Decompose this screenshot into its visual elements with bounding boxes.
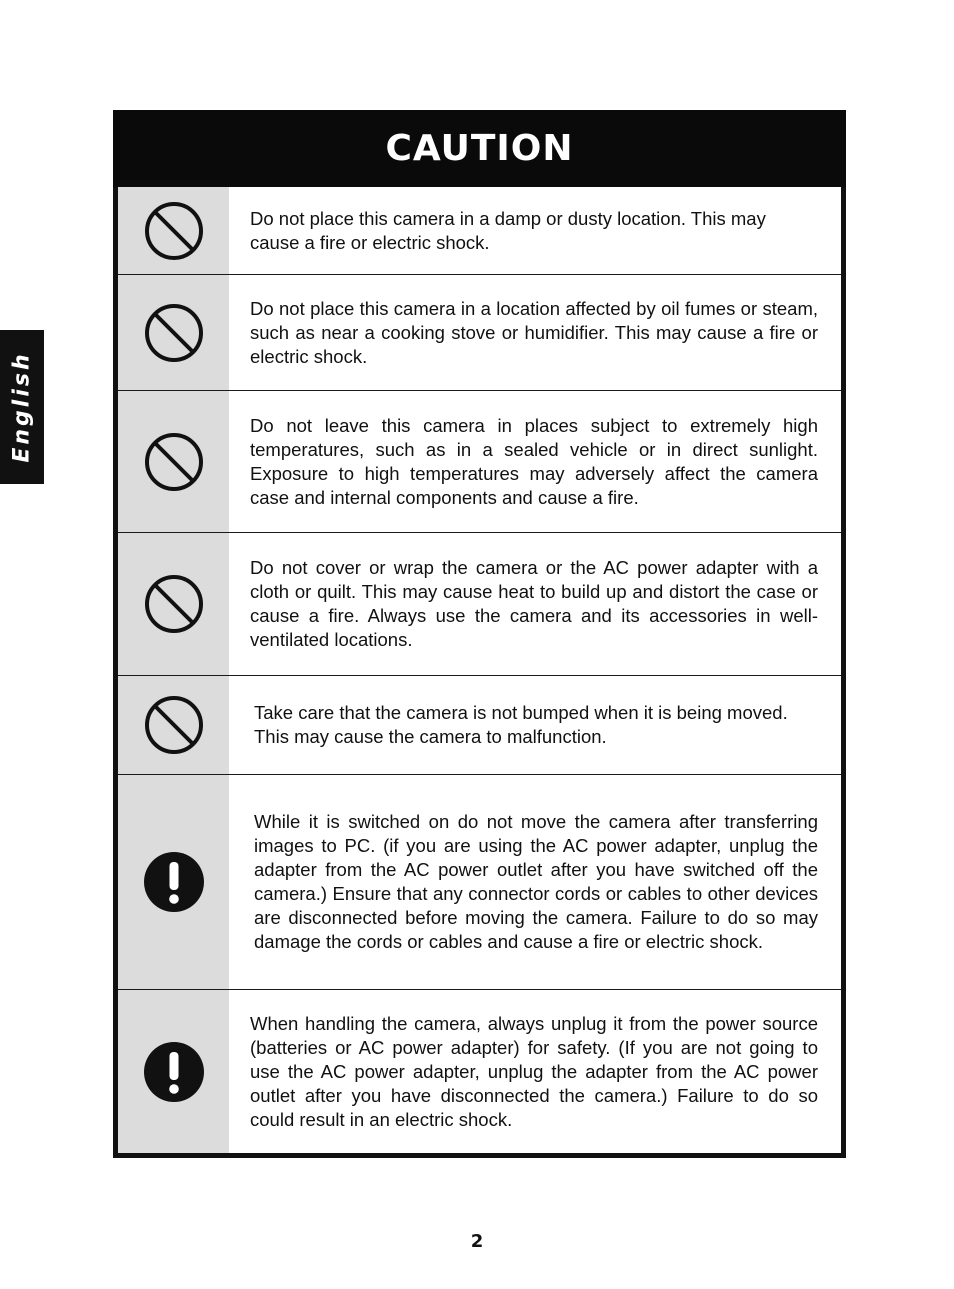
- language-tab-label: English: [9, 351, 35, 463]
- caution-item-icon-cell: [118, 676, 229, 774]
- caution-item: [118, 533, 841, 676]
- prohibited-icon: [144, 574, 204, 634]
- caution-item-text-cell: [229, 676, 841, 774]
- caution-title: CAUTION: [385, 128, 574, 169]
- caution-item-text: Do not place this camera in a location affected by oil fumes or steam, such as near a cooking stove or humidifier. This may cause a fire or electric shock.: [250, 297, 818, 367]
- caution-item: [118, 775, 841, 990]
- caution-item: [118, 391, 841, 533]
- caution-item-text: Take care that the camera is not bumped when it is being moved. This may cause the camera to malfunction.: [254, 702, 788, 747]
- caution-item-icon-cell: [118, 775, 229, 989]
- caution-item-text-cell: [229, 533, 841, 675]
- caution-item: [118, 990, 841, 1153]
- caution-item-icon-cell: [118, 391, 229, 532]
- caution-item: [118, 187, 841, 275]
- caution-item-text: Do not cover or wrap the camera or the AC power adapter with a cloth or quilt. This may cause heat to build up and distort the case or cause a fire. Always use the camera and its accessories in well-ventilated locations.: [250, 557, 818, 650]
- exclamation-icon: [143, 851, 205, 913]
- caution-item-text-cell: [229, 990, 841, 1153]
- caution-header: [113, 110, 846, 187]
- prohibited-icon: [144, 201, 204, 261]
- caution-item-text: Do not place this camera in a damp or dusty location. This may cause a fire or electric shock.: [250, 207, 766, 253]
- page-number: 2: [470, 1231, 484, 1252]
- caution-list: [118, 187, 841, 1153]
- caution-box: [113, 110, 846, 1158]
- prohibited-icon: [144, 432, 204, 492]
- caution-item-text-cell: [229, 275, 841, 390]
- prohibited-icon: [144, 303, 204, 363]
- caution-item-text: Do not leave this camera in places subject to extremely high temperatures, such as in a sealed vehicle or in direct sunlight. Exposure to high temperatures may adversely affect the camera case and internal components and cause a fire.: [250, 414, 818, 508]
- caution-item-icon-cell: [118, 990, 229, 1153]
- caution-item-text: When handling the camera, always unplug it from the power source (batteries or AC power adapter) for safety. (If you are not going to use the AC power adapter, unplug the adapter from the AC power outlet after you have disconnected the camera.) Failure to do so could result in an electric shock.: [250, 1012, 818, 1130]
- caution-item-icon-cell: [118, 533, 229, 675]
- caution-item-icon-cell: [118, 275, 229, 390]
- caution-item-text: While it is switched on do not move the camera after transferring images to PC. (if you are using the AC power adapter, unplug the adapter from the AC power outlet after you have switched off the camera.) Ensure that any connector cords or cables to other devices are disconnected before moving the camera. Failure to do so may damage the cords or cables and cause a fire or electric shock.: [254, 811, 818, 952]
- caution-item-text-cell: [229, 187, 841, 274]
- caution-item-text-cell: [229, 775, 841, 989]
- language-tab: [0, 330, 44, 484]
- caution-item-text-cell: [229, 391, 841, 532]
- caution-item-icon-cell: [118, 187, 229, 274]
- caution-item: [118, 676, 841, 775]
- prohibited-icon: [144, 695, 204, 755]
- caution-item: [118, 275, 841, 391]
- exclamation-icon: [143, 1041, 205, 1103]
